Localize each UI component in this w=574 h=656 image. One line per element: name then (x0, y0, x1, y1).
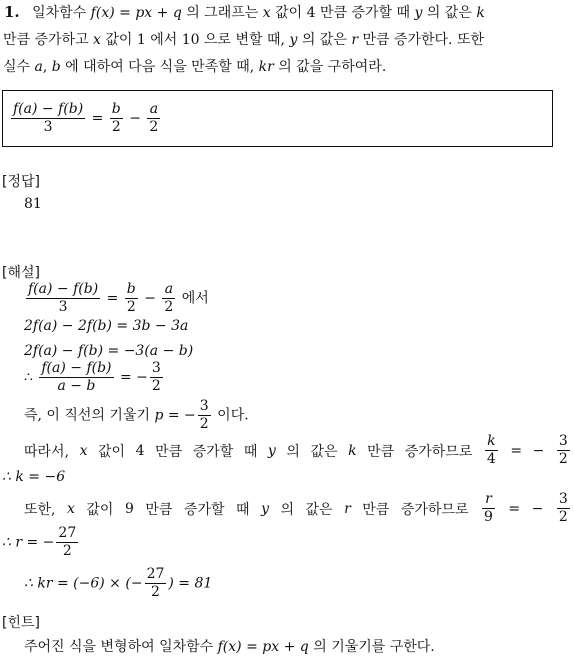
solution-step-4 (24, 360, 165, 395)
solution-step-1 (24, 281, 209, 316)
math: x (262, 5, 271, 21)
equals: = (87, 110, 108, 127)
fraction (26, 281, 100, 316)
math: q (299, 639, 309, 655)
fraction (482, 491, 495, 526)
word: 값이 (98, 443, 126, 460)
text: = (114, 5, 136, 21)
text: 만큼 증가한다. 또한 (358, 32, 485, 48)
text: 의 그래프는 (181, 5, 263, 21)
denominator: 2 (111, 119, 121, 135)
denominator: 2 (126, 299, 136, 315)
fraction (145, 566, 167, 601)
text: 의 값은 (422, 5, 477, 21)
problem-number: 1. (4, 3, 20, 21)
equals: = − (163, 407, 196, 424)
text: 일차함수 (32, 5, 91, 21)
fraction (150, 360, 163, 395)
math: x (67, 500, 75, 517)
fraction (557, 491, 570, 526)
text: 주어진 식을 변형하여 일차함수 (24, 639, 218, 655)
text: 의 값은 (297, 32, 352, 48)
math: q (172, 5, 182, 21)
denominator: 3 (43, 119, 53, 135)
numerator: b (126, 281, 136, 297)
math: x (93, 32, 101, 48)
math: r (344, 500, 351, 517)
fraction (147, 101, 160, 136)
denominator: 4 (486, 451, 496, 467)
math: p (154, 407, 164, 424)
math: f(x) (217, 639, 242, 655)
math: x (79, 442, 88, 459)
equals: = (508, 500, 521, 517)
equals: = (510, 442, 523, 459)
text: 의 값을 구하여라. (273, 59, 387, 75)
word: 만큼 (145, 501, 173, 518)
numerator: b (111, 101, 121, 117)
fraction (56, 525, 78, 560)
numerator: a (147, 101, 160, 119)
solution-step-5 (24, 398, 249, 433)
hint-text (24, 636, 435, 656)
word: 값은 (305, 501, 333, 518)
math: y (261, 500, 269, 517)
problem-line-3 (3, 56, 386, 76)
solution-step-8 (24, 491, 572, 526)
word: 의 (286, 443, 300, 460)
numerator: 3 (199, 398, 209, 414)
denominator: 2 (558, 509, 568, 525)
therefore: ∴ (24, 369, 38, 386)
denominator: 2 (558, 451, 568, 467)
numerator: f(a) − f(b) (13, 101, 84, 117)
fraction (162, 281, 175, 316)
equals: = (102, 290, 123, 307)
text: + (152, 5, 173, 21)
word: 만큼 (155, 443, 183, 460)
numerator: 27 (146, 566, 165, 582)
solution-step-3: 2f(a) − f(b) = −3(a − b) (24, 343, 194, 359)
word: 때 (236, 501, 250, 518)
equals: = − (115, 369, 148, 386)
numerator: a (162, 281, 175, 299)
denominator: 2 (151, 584, 160, 600)
denominator: 2 (199, 416, 209, 432)
numerator: 3 (558, 433, 568, 449)
math: f(x) (90, 5, 115, 21)
text: ∴ kr = (−6) × (− (24, 575, 143, 592)
word: 따라서, (24, 443, 70, 460)
text: 의 기울기를 구한다. (308, 639, 435, 655)
fraction (11, 101, 85, 136)
text: ∴ r = − (2, 534, 55, 551)
word: 값이 (86, 501, 114, 518)
word: 또한, (24, 501, 56, 518)
numerator: f(a) − f(b) (28, 281, 99, 297)
word: 증가할 (192, 443, 234, 460)
fraction (39, 360, 113, 395)
word: 증가할 (183, 501, 225, 518)
word: 9 (124, 500, 134, 517)
text: 실수 (3, 59, 35, 75)
numerator: 3 (151, 360, 161, 376)
word: 증가하므로 (404, 443, 473, 460)
text: 값이 1 에서 10 으로 변할 때, (100, 32, 290, 48)
word: 값은 (310, 443, 338, 460)
word: 증가하므로 (400, 501, 469, 518)
problem-line-2 (3, 29, 484, 49)
minus: − (531, 500, 544, 517)
numerator: 3 (558, 491, 568, 507)
math: y (289, 32, 298, 48)
minus: − (124, 110, 146, 127)
denominator: 2 (151, 378, 161, 394)
math: b (51, 59, 61, 75)
numerator: k (485, 433, 498, 451)
word: 때 (243, 443, 258, 460)
denominator: a − b (57, 378, 96, 394)
hint-heading: [힌트] (2, 615, 40, 631)
fraction (557, 433, 570, 468)
numerator: r (482, 491, 495, 509)
math: x (144, 5, 153, 21)
fraction (198, 398, 211, 433)
problem-line-1 (4, 2, 485, 22)
text: 값이 4 만큼 증가할 때 (270, 5, 415, 21)
text: + (279, 639, 300, 655)
math: y (267, 442, 276, 459)
text: ) = 81 (168, 575, 213, 592)
minus: − (532, 442, 545, 459)
text: 만큼 증가하고 (3, 32, 94, 48)
math: kr (258, 59, 274, 75)
numerator: f(a) − f(b) (41, 360, 112, 376)
answer-value: 81 (24, 196, 42, 212)
text: , (42, 59, 52, 75)
denominator: 3 (58, 299, 68, 315)
math: a (34, 59, 43, 75)
math: x (271, 639, 280, 655)
minus: − (139, 290, 161, 307)
math: r (351, 32, 359, 48)
denominator: 2 (149, 119, 159, 135)
text: 에서 (177, 290, 209, 307)
solution-step-6 (24, 433, 572, 468)
math: p (262, 639, 272, 655)
denominator: 9 (483, 509, 493, 525)
math: p (135, 5, 145, 21)
word: 만큼 (367, 443, 395, 460)
condition-equation (9, 101, 162, 136)
word: 만큼 (362, 501, 390, 518)
text: 에 대하여 다음 식을 만족할 때, (60, 59, 259, 75)
solution-step-10 (24, 566, 212, 601)
condition-box (2, 90, 553, 147)
solution-step-2: 2f(a) − 2f(b) = 3b − 3a (24, 318, 189, 334)
word: 4 (135, 442, 145, 459)
fraction (110, 101, 123, 136)
text: 즉, 이 직선의 기울기 (24, 407, 155, 424)
denominator: 2 (62, 543, 72, 559)
solution-step-9 (2, 525, 80, 560)
text: = (241, 639, 263, 655)
fraction (125, 281, 138, 316)
solution-step-7: ∴ k = −6 (2, 469, 66, 485)
solution-heading: [해설] (2, 265, 40, 281)
denominator: 2 (164, 299, 174, 315)
word: 의 (280, 501, 295, 518)
math: y (414, 5, 423, 21)
fraction (485, 433, 498, 468)
text: 이다. (212, 407, 249, 424)
math: k (348, 442, 357, 459)
numerator: 27 (58, 525, 77, 541)
math: k (476, 5, 485, 21)
answer-heading: [정답] (2, 174, 40, 190)
